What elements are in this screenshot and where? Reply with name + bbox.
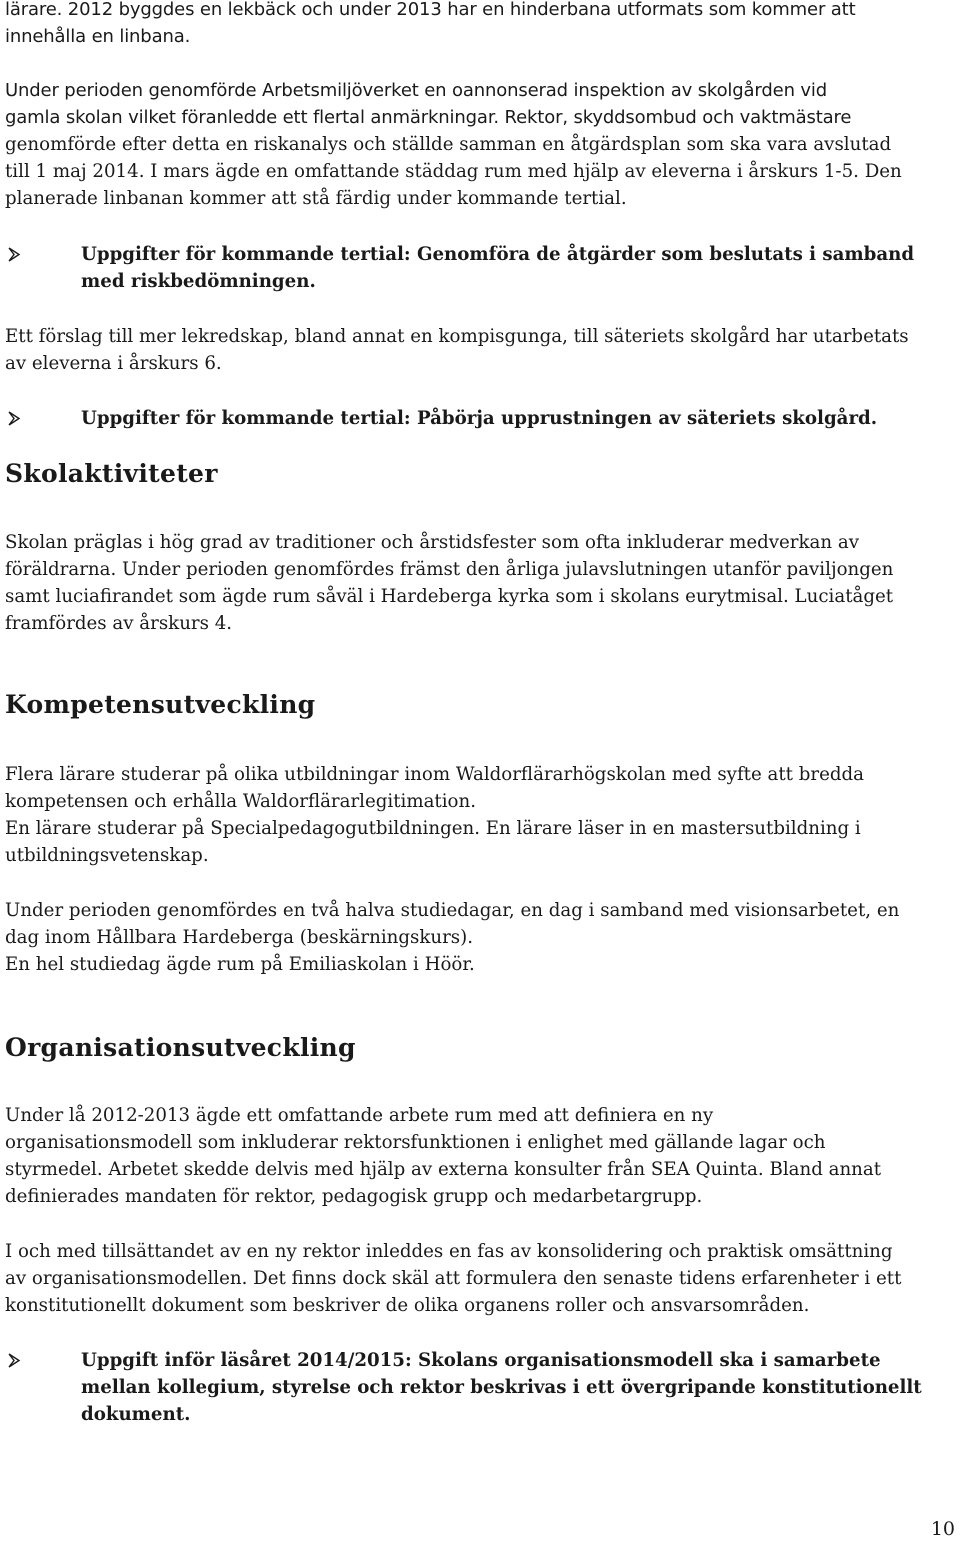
text-line: konstitutionellt dokument som beskriver de olika organens roller och ansvarsområden. (5, 1295, 810, 1316)
section-heading-kompetensutveckling: Kompetensutveckling (5, 690, 316, 719)
text-line: till 1 maj 2014. I mars ägde en omfattande städdag rum med hjälp av eleverna i årskurs 1-5. Den (5, 161, 902, 182)
text-line: framfördes av årskurs 4. (5, 613, 233, 634)
text-line: styrmedel. Arbetet skedde delvis med hjälp av externa konsulter från SEA Quinta. Bland annat (5, 1159, 882, 1180)
text-line: Ett förslag till mer lekredskap, bland annat en kompisgunga, till säteriets skolgård har utarbetats (5, 326, 909, 347)
text-line: mellan kollegium, styrelse och rektor beskrivas i ett övergripande konstitutionellt (81, 1377, 922, 1398)
text-line: dag inom Hållbara Hardeberga (beskärningskurs). (5, 927, 473, 948)
text-line: dokument. (81, 1404, 191, 1425)
text-line: En hel studiedag ägde rum på Emiliaskolan i Höör. (5, 954, 475, 975)
paragraph-inspektion (5, 77, 955, 212)
text-line: organisationsmodell som inkluderar rektorsfunktionen i enlighet med gällande lagar och (5, 1132, 826, 1153)
text-line: genomförde efter detta en riskanalys och ställde samman en åtgärdsplan som ska vara avslutad (5, 134, 892, 155)
text-line: med riskbedömningen. (81, 271, 316, 292)
text-line: kompetensen och erhålla Waldorflärarlegitimation. (5, 791, 476, 812)
bullet-item-lasaret (5, 1347, 955, 1428)
paragraph-studiedagar (5, 897, 955, 978)
section-heading-organisationsutveckling: Organisationsutveckling (5, 1033, 356, 1062)
text-line: lärare. 2012 byggdes en lekbäck och under 2013 har en hinderbana utformats som kommer att (5, 0, 856, 20)
page-number: 10 (930, 1518, 955, 1540)
paragraph-traditioner (5, 529, 955, 637)
text-line: En lärare studerar på Specialpedagogutbildningen. En lärare läser in en mastersutbildning i (5, 818, 861, 839)
text-line: planerade linbanan kommer att stå färdig under kommande tertial. (5, 188, 627, 209)
text-line: av organisationsmodellen. Det finns dock skäl att formulera den senaste tidens erfarenheter i ett (5, 1268, 902, 1289)
text-line: I och med tillsättandet av en ny rektor inleddes en fas av konsolidering och praktisk omsättning (5, 1241, 893, 1262)
arrowhead-bullet-icon (7, 405, 21, 432)
text-line: Under lå 2012-2013 ägde ett omfattande arbete rum med att definiera en ny (5, 1105, 714, 1126)
text-line: innehålla en linbana. (5, 26, 191, 47)
text-line: Under perioden genomfördes en två halva studiedagar, en dag i samband med visionsarbetet, en (5, 900, 900, 921)
paragraph-lekredskap (5, 323, 955, 377)
paragraph-utbildningar (5, 761, 955, 869)
text-line: föräldrarna. Under perioden genomfördes främst den årliga julavslutningen utanför paviljongen (5, 559, 894, 580)
text-line: gamla skolan vilket föranledde ett flertal anmärkningar. Rektor, skyddsombud och vaktmästare (5, 107, 852, 128)
section-heading-skolaktiviteter: Skolaktiviteter (5, 459, 218, 488)
text-line: Uppgifter för kommande tertial: Genomföra de åtgärder som beslutats i samband (81, 244, 915, 265)
bullet-item-upprustning (5, 405, 955, 432)
text-line: definierades mandaten för rektor, pedagogisk grupp och medarbetargrupp. (5, 1186, 703, 1207)
text-line: Flera lärare studerar på olika utbildningar inom Waldorflärarhögskolan med syfte att bredda (5, 764, 865, 785)
paragraph-konsolidering (5, 1238, 955, 1319)
text-line: samt luciafirandet som ägde rum såväl i Hardeberga kyrka som i skolans eurytmisal. Luciatåget (5, 586, 894, 607)
text-line: Uppgifter för kommande tertial: Påbörja upprustningen av säteriets skolgård. (81, 408, 878, 429)
arrowhead-bullet-icon (7, 1347, 21, 1374)
arrowhead-bullet-icon (7, 241, 21, 268)
text-line: utbildningsvetenskap. (5, 845, 209, 866)
text-line: av eleverna i årskurs 6. (5, 353, 222, 374)
text-line: Uppgift inför läsåret 2014/2015: Skolans organisationsmodell ska i samarbete (81, 1350, 881, 1371)
bullet-item-riskbedomning (5, 241, 955, 295)
paragraph-organisationsmodell (5, 1102, 955, 1210)
text-line: Under perioden genomförde Arbetsmiljöverket en oannonserad inspektion av skolgården vid (5, 80, 828, 101)
text-line: Skolan präglas i hög grad av traditioner och årstidsfester som ofta inkluderar medverkan av (5, 532, 859, 553)
paragraph-lekbaeck (5, 0, 955, 50)
